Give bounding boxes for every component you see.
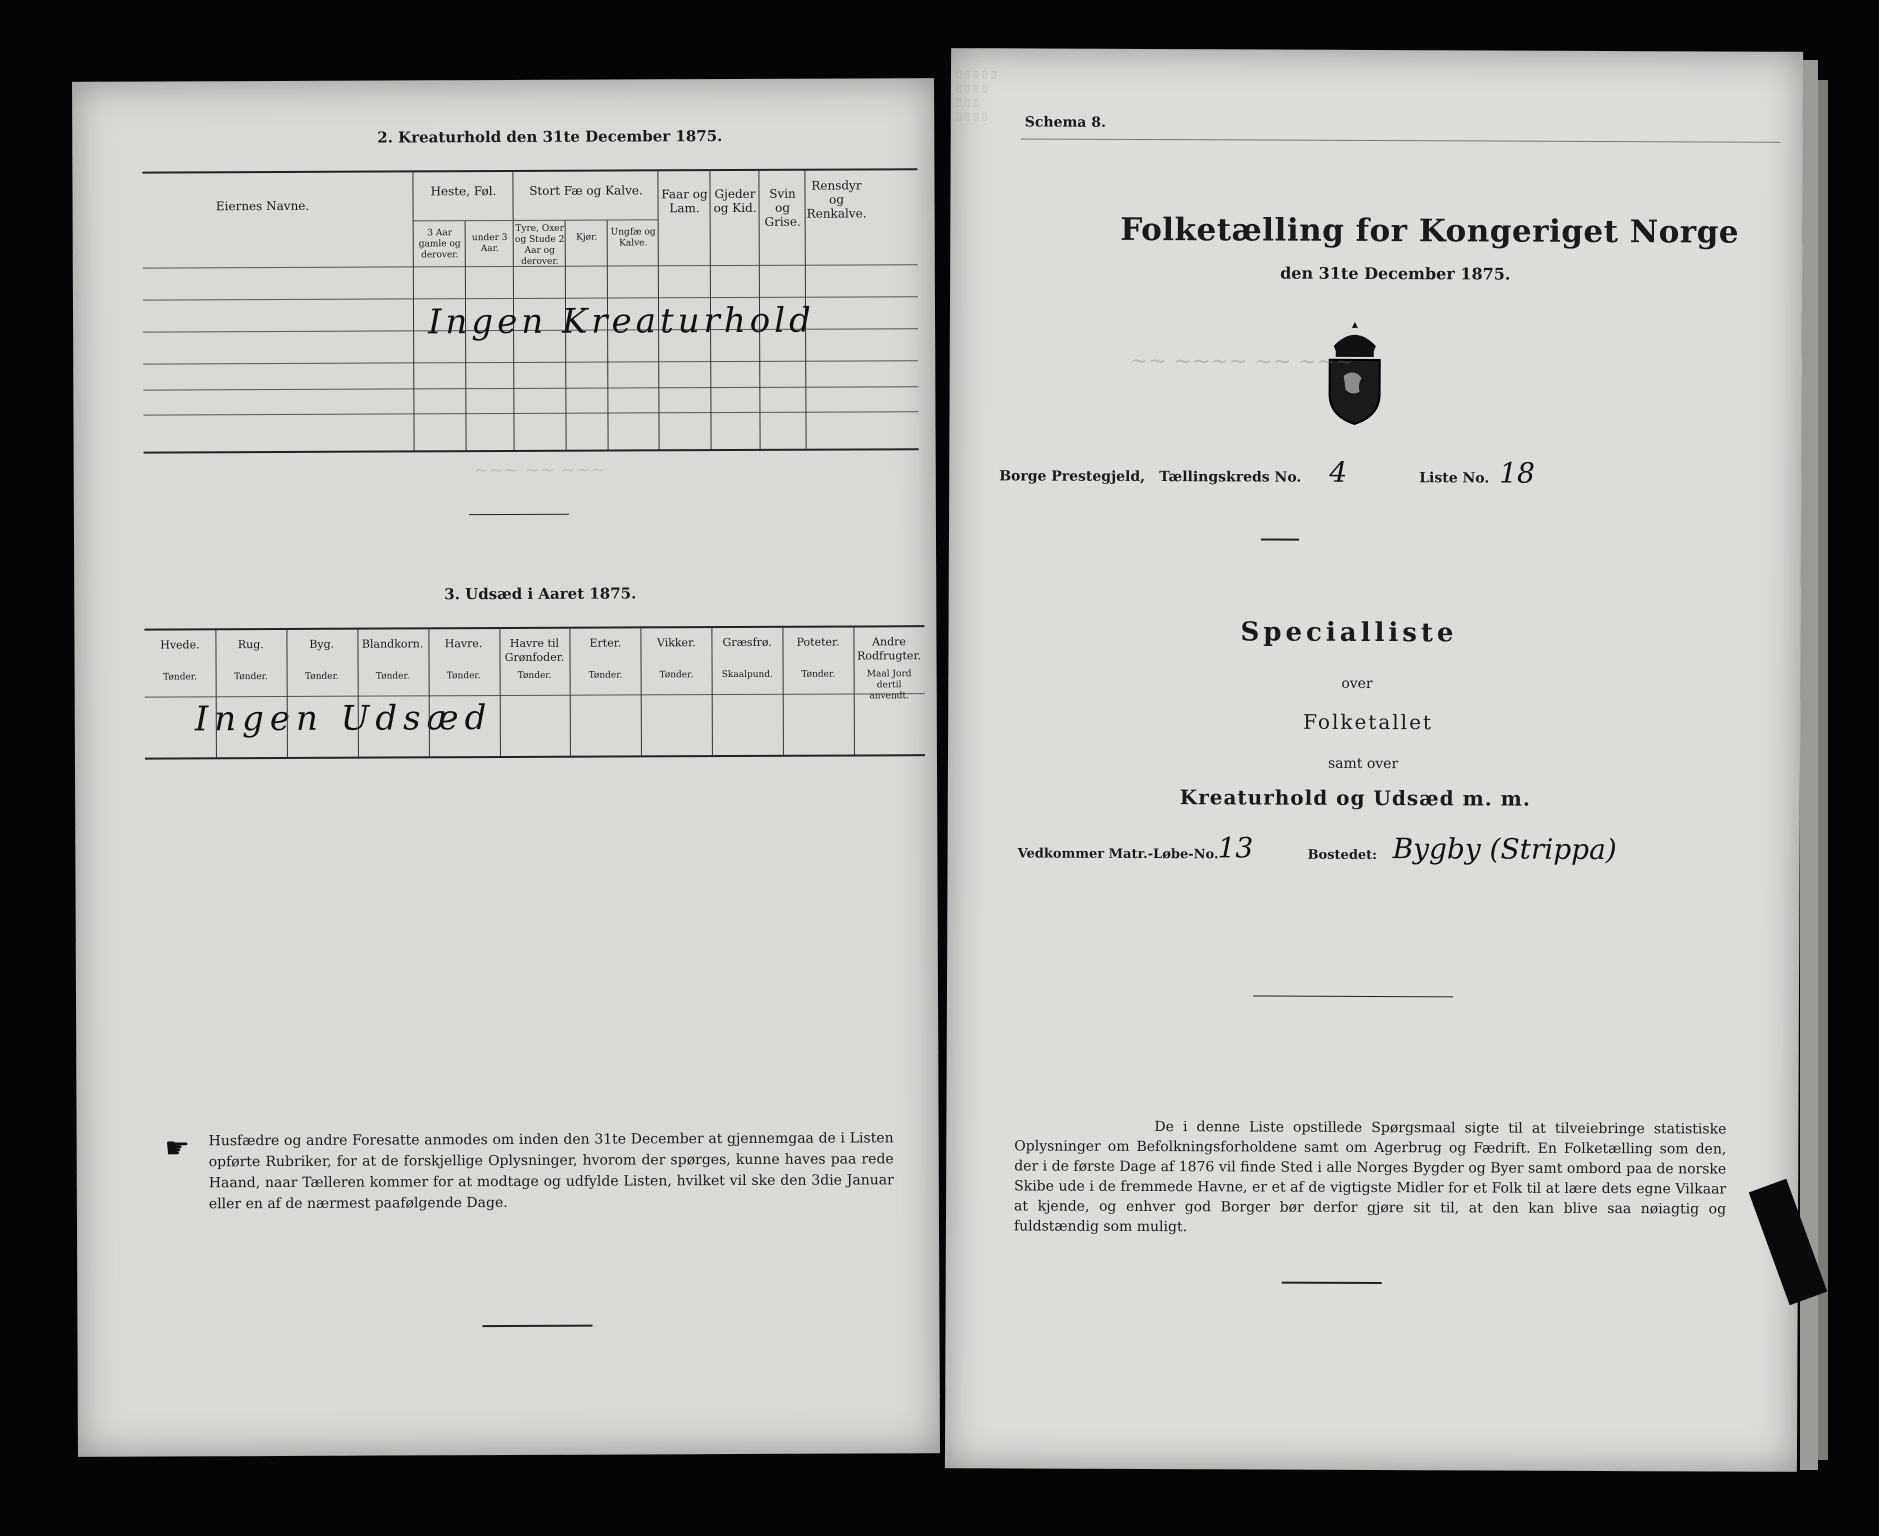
over-text: over [1341,675,1373,692]
table3-bottom-rule [145,754,925,759]
table3-top-rule [144,625,924,630]
seed-col-header: Poteter. [796,635,840,649]
table2-row-rule [143,386,918,390]
seed-col-header: Rug. [237,638,264,652]
table2-subheader-rule [413,219,658,221]
divider [482,1325,592,1327]
page-stack-edge [1818,80,1828,1460]
cattle-sub2-header: Kjør. [576,232,598,243]
seed-col-unit: Tønder. [659,670,694,681]
krets-value: 4 [1329,455,1348,489]
bosted-value: Bygby (Strippa) [1392,832,1617,867]
bleed-through-marks: ▯ ▯ ▯ ▯ ▯ ▯ ▯ ▯ ▯ ▯ ▯ ▯ ▯ ▯ ▯ ▯ [955,69,997,123]
pigs-header: Svin og Grise. [764,186,801,229]
bleed-through-marks: ~~~ ~~ ~~~ [473,459,606,482]
census-title: Folketælling for Kongeriget Norge [1120,211,1740,251]
table2-col-line [412,170,414,450]
seed-col-header: Erter. [589,636,622,650]
seed-col-unit: Tønder. [588,670,623,681]
seed-col-unit: Maal Jord dertil anvendt. [866,669,912,702]
seed-table [72,78,934,82]
seed-col-unit: Tønder. [446,671,481,682]
sheep-header: Faar og Lam. [661,187,708,216]
seed-col-unit: Tønder. [517,670,552,681]
seed-col-unit: Skaalpund. [721,669,773,681]
reindeer-header: Rensdyr og Renkalve. [806,178,867,221]
seed-col-header: Havre. [444,637,483,651]
table2-row-rule [143,411,918,415]
horses-sub1-header: 3 Aar gamle og derover. [418,228,461,261]
table3-header-rule [145,693,925,697]
left-page [72,78,940,1457]
seed-col-header: Hvede. [160,638,200,652]
liste-label: Liste No. [1419,470,1490,487]
seed-col-unit: Tønder. [304,671,339,682]
krets-label: Tællingskreds No. [1159,469,1302,486]
notice-paragraph: Husfædre og andre Foresatte anmodes om inden den 31te December at gjennemgaa de i Listen opførte Rubriker, for at de forskjellige Oplysninger, hvorom der spørges, kunne haves paa rede Haand, naar Tælleren kommer for at modtage og udfylde Listen, hvilket vil ske den 3die Januar eller en af de nærmest paafølgende Dage. [208,1130,894,1213]
kreaturhold-heading: Kreaturhold og Udsæd m. m. [1179,785,1531,811]
cattle-sub3-header: Ungfæ og Kalve. [610,227,656,249]
seed-col-unit: Tønder. [801,669,836,680]
census-date: den 31te December 1875. [1280,263,1511,284]
samt-over-text: samt over [1327,755,1399,773]
right-page [945,48,1803,1472]
seed-col-header: Byg. [309,637,335,651]
seed-col-header: Havre til Grønfoder. [504,636,565,665]
seed-col-unit: Tønder. [163,672,197,683]
prestegjeld-label: Prestegjeld, [1051,468,1146,485]
liste-value: 18 [1499,456,1535,490]
prestegjeld-value: Borge [999,468,1047,485]
horses-header: Heste, Føl. [430,184,497,199]
owner-header: Eiernes Navne. [215,198,310,214]
bosted-label: Bostedet: [1307,847,1378,864]
divider [1261,539,1299,541]
table2-row-rule [143,360,918,364]
section3-title: 3. Udsæd i Aaret 1875. [444,584,637,604]
seed-col-unit: Tønder. [375,671,410,682]
faint-handwriting-bleed: ~~ ~~~~ ~~ ~~~ [1129,348,1354,375]
seed-col-header: Græsfrø. [722,635,772,650]
specialliste-heading: Specialliste [1240,617,1458,649]
seed-col-header: Blandkorn. [361,637,424,651]
cattle-sub1-header: Tyre, Oxer og Stude 2 Aar og derover. [515,223,565,267]
section2-title: 2. Kreaturhold den 31te December 1875. [377,127,723,147]
seed-col-unit: Tønder. [234,672,268,683]
pointing-hand-icon: ☛ [164,1131,190,1165]
schema-label: Schema 8. [1024,114,1106,131]
table2-top-rule [142,168,917,173]
footer-paragraph: De i denne Liste opstillede Spørgsmaal sigte til at tilveiebringe statistiske Oplysninger om Befolkningsforholdene samt om Agerbrug og Fædrift. En Folketælling som den, der i de første Dage af 1876 vil finde Sted i alle Norges Bygder og Byer samt ombord paa de norske Skibe ude i de fremmede Havne, er et af de vigtigste Midler for et Folk til at lære dets egne Vilkaar at kjende, og enhver god Borger bør derfor gjøre sit til, at den kan blive saa nøiagtig og fuldstændig som muligt. [1013,1119,1727,1236]
horses-sub2-header: under 3 Aar. [471,232,508,255]
matr-value: 13 [1217,831,1254,865]
livestock-handwriting: Ingen Kreaturhold [427,300,815,343]
divider [1253,995,1453,997]
divider [1282,1282,1382,1284]
table2-bottom-rule [144,448,919,453]
goats-header: Gjeder og Kid. [713,186,757,216]
seed-handwriting: Ingen Udsæd [194,698,493,740]
cattle-header: Stort Fæ og Kalve. [529,183,643,198]
seed-col-header: Vikker. [656,636,696,650]
seed-col-header: Andre Rodfrugter. [857,635,922,663]
matr-label: Vedkommer Matr.-Løbe-No. [1017,846,1219,863]
folketallet-heading: Folketallet [1303,709,1434,735]
